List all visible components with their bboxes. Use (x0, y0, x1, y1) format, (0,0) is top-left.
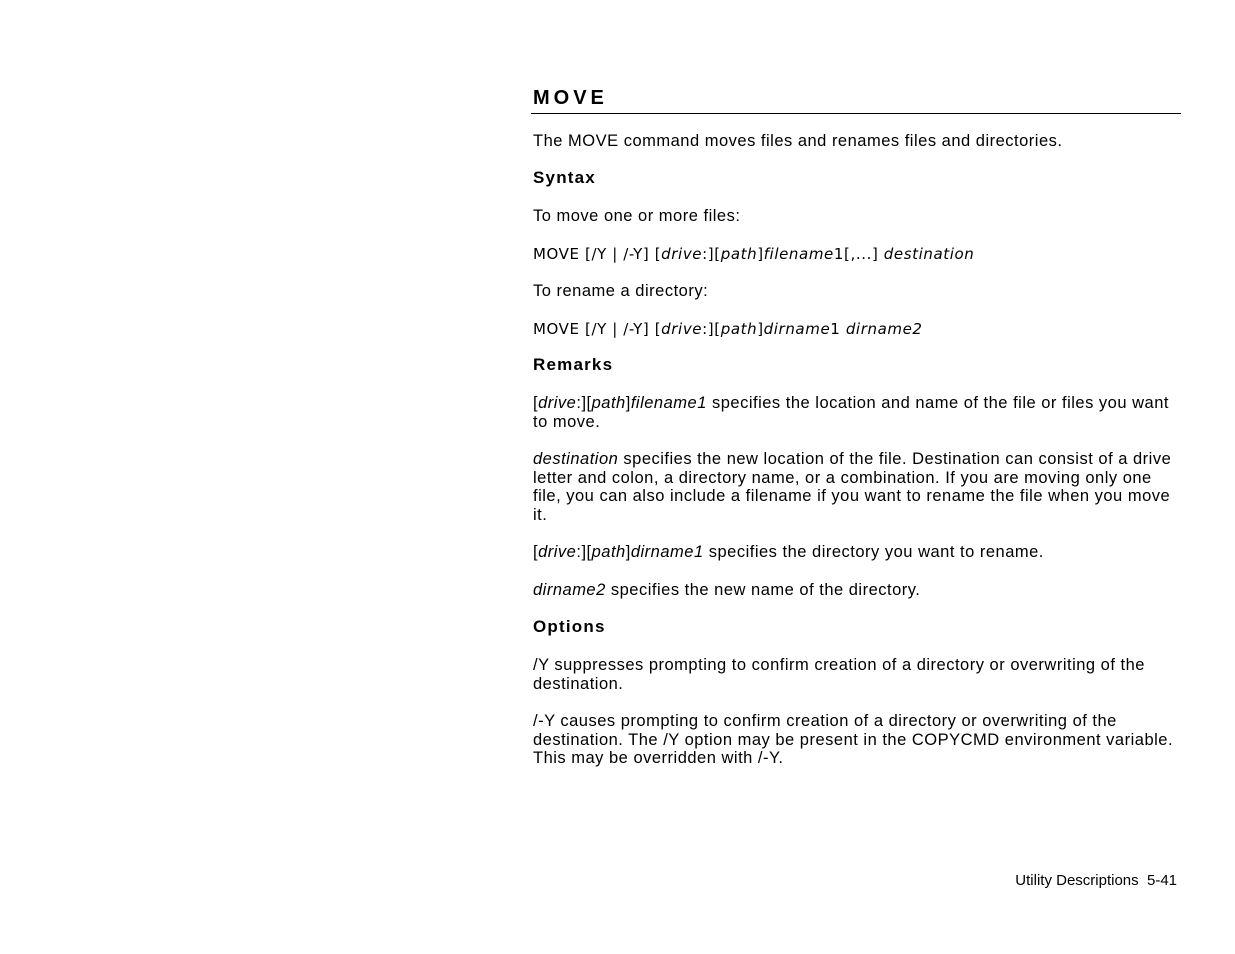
syntax-num: 1 (830, 320, 841, 338)
bracket: :][ (576, 543, 592, 561)
syntax-sep: ] (757, 245, 764, 263)
bracket: [ (533, 394, 539, 412)
remark-destination (533, 450, 1183, 524)
remark-dirname2 (533, 581, 1183, 600)
syntax-rest: [,...] (844, 245, 884, 263)
syntax-command: MOVE [/Y | /-Y] [ (533, 320, 662, 338)
move-files-syntax (533, 245, 1183, 263)
term-path: path (591, 543, 626, 561)
syntax-sep: :][ (702, 320, 721, 338)
syntax-sep: :][ (702, 245, 721, 263)
rename-dir-label: To rename a directory: (533, 282, 709, 300)
option-y: /Y suppresses prompting to confirm creation of a directory or overwriting of the destination. (533, 656, 1145, 693)
term-dirname1: dirname1 (630, 543, 704, 561)
remark-filename (533, 394, 1183, 431)
intro-paragraph: The MOVE command moves files and renames files and directories. (533, 132, 1063, 150)
remark-text: specifies the location and name of the file or files you want to move. (533, 394, 1169, 431)
syntax-num: 1 (833, 245, 845, 263)
syntax-drive: drive (661, 320, 703, 338)
options-heading: Options (533, 617, 606, 636)
syntax-destination: destination (883, 245, 975, 263)
syntax-heading: Syntax (533, 168, 596, 187)
term-drive: drive (538, 394, 577, 412)
term-filename1: filename1 (630, 394, 707, 412)
term-drive: drive (538, 543, 577, 561)
term-path: path (591, 394, 626, 412)
bracket: ] (625, 394, 631, 412)
bracket: [ (533, 543, 539, 561)
remark-text: specifies the directory you want to rename. (703, 543, 1044, 561)
remarks-heading: Remarks (533, 355, 614, 374)
term-dirname2: dirname2 (533, 581, 606, 599)
bracket: ] (625, 543, 631, 561)
syntax-command: MOVE [/Y | /-Y] [ (533, 245, 662, 263)
remark-text: specifies the new name of the directory. (605, 581, 921, 599)
page-title: MOVE (533, 87, 608, 109)
term-destination: destination (533, 450, 619, 468)
bracket: :][ (576, 394, 592, 412)
syntax-drive: drive (661, 245, 703, 263)
move-files-label: To move one or more files: (533, 207, 741, 225)
title-rule (531, 113, 1181, 114)
syntax-path: path (720, 320, 758, 338)
syntax-filename: filename (763, 245, 834, 263)
syntax-dirname2: dirname2 (845, 320, 923, 338)
syntax-dirname1: dirname (763, 320, 831, 338)
rename-dir-syntax (533, 320, 1183, 338)
syntax-sep: ] (757, 320, 764, 338)
remark-dirname1 (533, 543, 1183, 562)
syntax-path: path (720, 245, 758, 263)
page-footer: Utility Descriptions 5-41 (1015, 872, 1177, 889)
option-minus-y: /-Y causes prompting to confirm creation of a directory or overwriting of the destination. The /Y option may be present in the COPYCMD environment variable. This may be overridden with /-Y. (533, 712, 1174, 767)
remark-text: specifies the new location of the file. Destination can consist of a drive letter and colon, a directory name, or a combination. If you are moving only one file, you can also include a filename if you want to rename the file when you move it. (533, 450, 1172, 524)
